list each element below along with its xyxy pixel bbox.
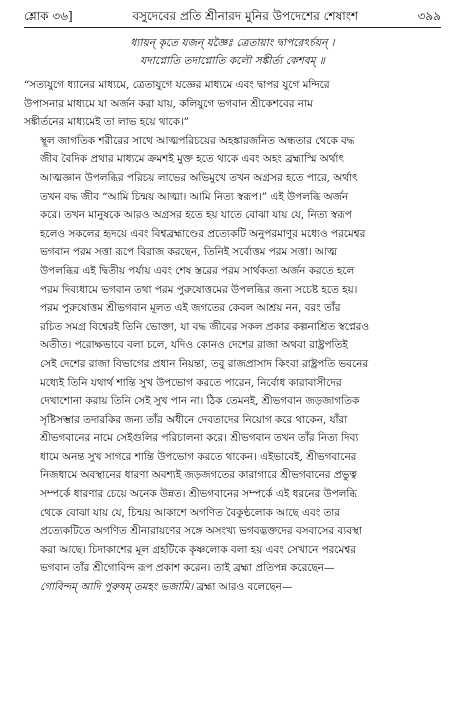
text-line: দেখাশোনা করায় তিনি সেই সুখ পান না। ঠিক তেমনই, শ্রীভগবান জড়জাগতিক <box>40 395 360 408</box>
text-line: রচিত সমগ্র বিশ্বেরই তিনি ভোক্তা, যা বদ্ধ জীবের সকল প্রকার কল্পনাশ্রিত স্বপ্নেরও <box>40 320 370 333</box>
running-header <box>24 8 441 28</box>
closing-line <box>24 578 441 597</box>
text-line: সেই দেশের রাজা বিভাগের প্রধান নিয়ন্তা, তবু রাজপ্রাসাদ কিংবা রাষ্ট্রপতি ভবনের <box>40 357 369 370</box>
chapter-title: বসুদেবের প্রতি শ্রীনারদ মুনির উপদেশের শেষাংশ <box>132 9 358 23</box>
sanskrit-verse <box>24 34 441 70</box>
text-line: তখন বদ্ধ জীব “আমি চিন্ময় আত্মা। আমি নিত্য স্বরূপ।” এই উপলব্ধি অর্জন <box>40 190 349 203</box>
page-number: ৩৯৯ <box>417 9 441 23</box>
text-line: ভগবান তাঁর শ্রীগোবিন্দ রূপ প্রকাশ করেন। তাই ব্রহ্মা প্রতিপন্ন করেছেন— <box>40 562 335 575</box>
text-line: উপলব্ধির এই দ্বিতীয় পর্যায় এবং শেষ স্তরের পরম সার্থকতা অর্জন করতে হলে <box>40 264 355 277</box>
text-line: সম্পর্কে ধারণার চেয়ে অনেক উন্নত। শ্রীভগবানের সম্পর্কে এই ধরনের উপলব্ধি <box>40 488 357 501</box>
text-line: আত্মজ্ঞান উপলব্ধির পরিচয় লাভের অভিমুখে তখন অগ্রসর হতে পারে, অর্থাৎ <box>40 171 358 184</box>
text-line: থেকে বোঝা যায় যে, চিন্ময় আকাশে অগণিত বৈকুণ্ঠলোক আছে এবং তার <box>40 506 341 519</box>
text-line: মধ্যেই তিনি যথার্থ শান্তি সুখ উপভোগ করতে পারেন, নির্বোধ কারাবাসীদের <box>40 376 342 389</box>
text-line: সৃষ্টিসম্ভার তদারকির জন্য তাঁর অধীনে দেবতাদের নিয়োগ করে থাকেন, যাঁরা <box>40 413 348 426</box>
text-line: করে। তখন মানুষকে আরও অগ্রসর হতে হয় যাতে বোঝা যায় যে, নিত্য স্বরূপ <box>40 209 352 222</box>
text-line: অতীত। পরোক্ষভাবে বলা চলে, যদিও কোনও দেশের রাজা অথবা রাষ্ট্রপতিই <box>40 339 348 352</box>
text-line: স্থূল জাগতিক শরীরের সাথে আত্মপরিচয়ের অহঙ্কারজনিত অন্ধতার থেকে বদ্ধ <box>40 134 355 147</box>
verse-translation <box>24 76 441 132</box>
text-line: নিজধামে অবস্থানের ধারণা অবশ্যই জড়জগতের কারাগারে শ্রীভগবানের প্রভুত্ব <box>40 469 357 482</box>
paragraph-1 <box>24 132 441 299</box>
verse-line: ধ্যায়ন্ কৃতে যজন্ যজ্ঞৈঃ ত্রেতায়াং দ্বাপরেঽর্চয়ন্ । <box>130 37 335 49</box>
verse-reference: শ্লোক ৩৬] <box>24 9 73 23</box>
translation-line: “সত্যযুগে ধ্যানের মাধ্যমে, ত্রেতাযুগে যজ্ঞের মাধ্যমে এবং দ্বাপর যুগে মন্দিরে <box>24 79 330 91</box>
text-line: প্রত্যেকটিতে অগণিত শ্রীনারায়ণের সঙ্গে অসংখ্য ভগবদ্ভক্তদের বসবাসের ব্যবস্থা <box>40 525 362 538</box>
translation-line: উপাসনার মাধ্যমে যা অর্জন করা যায়, কলিযুগে ভগবান শ্রীকেশবের নাম <box>24 97 313 110</box>
paragraph-2 <box>24 299 441 597</box>
text-line: জীব বৈদিক প্রথার মাধ্যমে ক্রমশই মুক্ত হতে থাকে এবং অহং ব্রহ্মাস্মি অর্থাৎ <box>40 153 344 166</box>
text-line: করা আছে। চিদাকাশের মূল গ্রহটিকে কৃষ্ণলোক বলা হয় এবং সেখানে পরমেশ্বর <box>40 543 356 556</box>
text-line: পরম পুরুষোত্তম শ্রীভগবান মূলত এই জগতের কেবল আশ্রয় নন, বরং তাঁর <box>40 302 341 315</box>
closing-continuation: ব্রহ্মা আরও বলেছেন— <box>193 581 293 594</box>
text-line: শ্রীভগবানের নামে সেইগুলির পরিচালনা করে। শ্রীভগবান তখন তাঁর নিত্য দিব্য <box>40 432 359 445</box>
text-line: ভগবান পরম সত্তা রূপে বিরাজ করছেন, তিনিই সর্বোত্তম পরম সত্তা। আত্ম <box>40 246 338 259</box>
text-line: ধামে অনন্ত সুখ সাগরে শান্তি উপভোগ করতে থাকেন। এইভাবেই, শ্রীভগবানের <box>40 450 357 463</box>
closing-verse-quote: গোবিন্দম্ আদি পুরুষম্ তমহং ভজামি। <box>40 581 194 594</box>
verse-line: যদাপ্নোতি তদাপ্নোতি কলৌ সঙ্কীর্ত্য কেশবম্ ॥ <box>140 55 325 67</box>
text-line: হলেও সকলের হৃদয়ে এবং বিশ্বব্রহ্মাণ্ডের প্রত্যেকটি অনুপরমাণুর মধ্যেও পরমেশ্বর <box>40 227 366 240</box>
translation-line: সঙ্কীর্তনের মাধ্যমেই তা লাভ হয়ে থাকে।” <box>24 116 189 129</box>
text-line: পরম দিব্যধামে ভগবান তথা পরম পুরুষোত্তমের উপলব্ধির জন্য সচেষ্ট হতে হয়। <box>40 283 358 296</box>
